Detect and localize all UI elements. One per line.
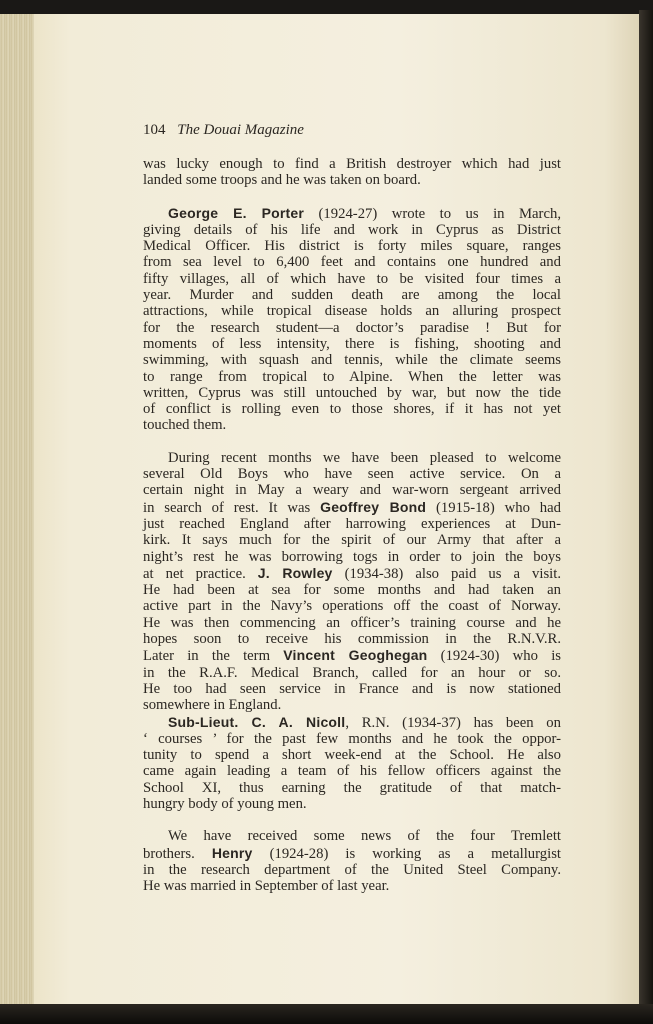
text-line: During recent months we have been pleased to welcome [168,449,561,466]
book-bottom-edge [0,1004,653,1024]
text-line: to range from tropical to Alpine. When the letter was [143,368,561,385]
paragraph-gap [143,812,561,828]
page-number: 104 [143,122,166,138]
text-line: brothers. Henry (1924-28) is working as a metallurgist [143,844,561,862]
text-line: at net practice. J. Rowley (1934-38) also paid us a visit. [143,564,561,582]
magazine-title: The Douai Magazine [177,122,304,138]
book-spine [639,10,653,1010]
text-line: attractions, while tropical disease holds an alluring prospect [143,303,561,320]
article-text [143,156,561,894]
text-line: in the research department of the United Steel Company. [143,861,561,878]
text-line: for the research student—a doctor’s paradise ! But for [143,319,561,336]
paragraph [143,156,561,189]
text-line: active part in the Navy’s operations off the coast of Norway. [143,598,561,615]
text-line: hopes soon to receive his commission in the R.N.V.R. [143,631,561,648]
text-line: several Old Boys who have seen active service. On a [143,466,561,483]
text-line: fifty villages, all of which have to be visited four times a [143,270,561,287]
text-line: just reached England after harrowing experiences at Dun- [143,515,561,532]
text-line: He was then commencing an officer’s training course and he [143,614,561,631]
text-line: from sea level to 6,400 feet and contains one hundred and [143,254,561,271]
text-line: written, Cyprus was still untouched by war, but now the tide [143,384,561,401]
text-line: He too had seen service in France and is now stationed [143,680,561,697]
paragraph [143,205,561,434]
text-line: somewhere in England. [143,697,282,714]
text-line: moments of less intensity, there is fishing, shooting and [143,335,561,352]
text-line: hungry body of young men. [143,795,307,812]
text-line: He was married in September of last year. [143,878,390,895]
text-line: night’s rest he was borrowing togs in order to join the boys [143,548,561,565]
running-head [143,122,563,139]
text-line: came again leading a team of his fellow officers against the [143,763,561,780]
text-line: kirk. It says much for the spirit of our Army that after a [143,532,561,549]
text-line: He had been at sea for some months and had taken an [143,582,561,599]
text-line: in search of rest. It was Geoffrey Bond (1915-18) who had [143,498,561,516]
text-line: George E. Porter (1924-27) wrote to us in March, [168,204,561,222]
text-line: swimming, with squash and tennis, while the climate seems [143,352,561,369]
text-line: giving details of his life and work in Cyprus as District [143,221,561,238]
text-line: tunity to spend a short week-end at the School. He also [143,747,561,764]
paragraph [143,828,561,894]
text-line: Later in the term Vincent Geoghegan (1924-30) who is [143,647,562,665]
paragraph-gap [143,434,561,450]
text-line: School XI, thus earning the gratitude of that match- [143,779,561,796]
text-line: in the R.A.F. Medical Branch, called for an hour or so. [143,664,561,681]
text-line: landed some troops and he was taken on board. [143,172,421,189]
paragraph [143,714,561,813]
text-line: We have received some news of the four Tremlett [168,828,561,845]
text-line: Sub-Lieut. C. A. Nicoll, R.N. (1934-37) has been on [168,713,561,731]
text-line: touched them. [143,417,227,434]
text-line: Medical Officer. His district is forty miles square, ranges [143,238,561,255]
text-line: certain night in May a weary and war-worn sergeant arrived [143,482,561,499]
paragraph-gap [143,189,561,205]
paragraph [143,450,561,714]
text-line: ‘ courses ’ for the past few months and he took the oppor- [143,730,561,747]
text-line: was lucky enough to find a British destroyer which had just [143,156,561,172]
text-line: year. Murder and sudden death are among the local [143,287,561,304]
page-edges [0,14,36,1004]
text-line: of conflict is rolling even to those shores, if it has not yet [143,401,561,418]
